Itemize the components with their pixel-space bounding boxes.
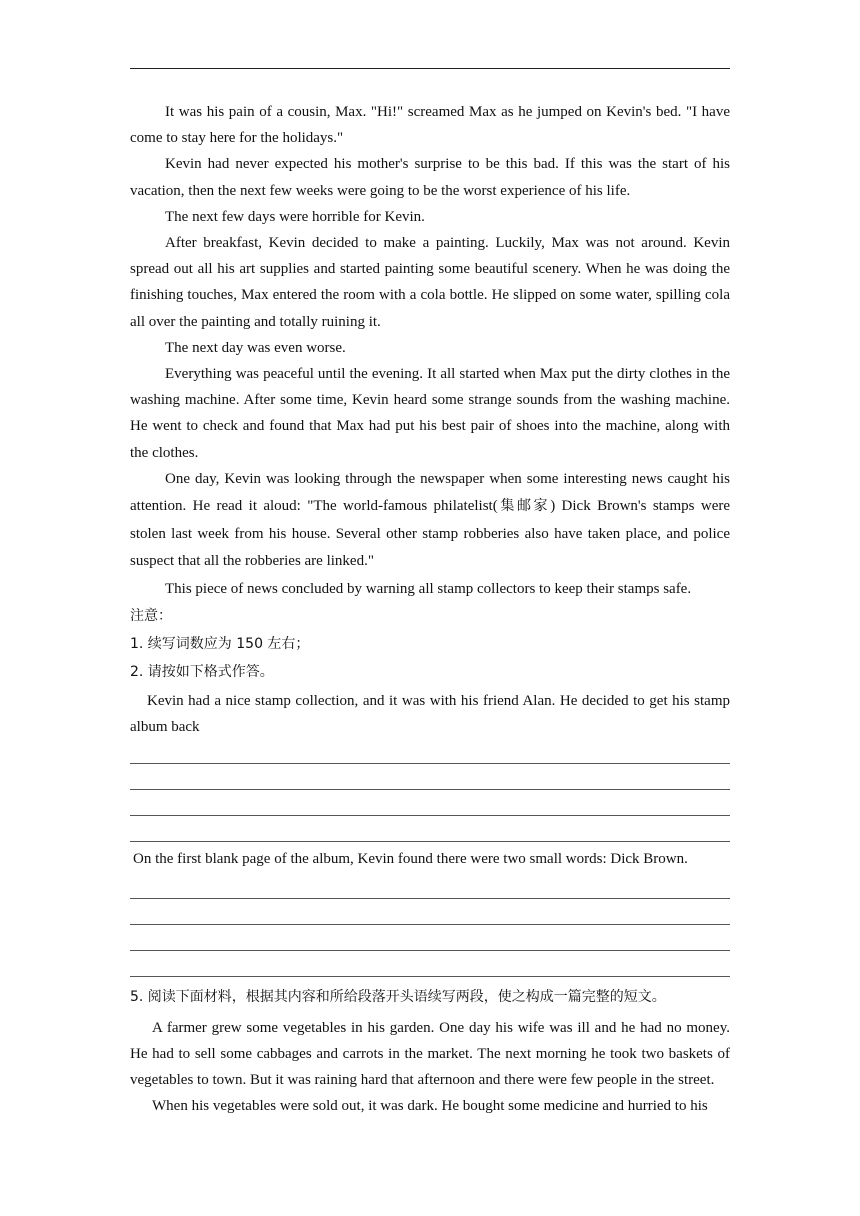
answer-line[interactable] [130,873,730,899]
question5-paragraph-1: A farmer grew some vegetables in his garden. One day his wife was ill and he had no money. He had to sell some cabbages and carrots in the market. The next morning he took two baskets of vegetables to town. But it was raining hard that afternoon and there were few people in the street. [130,1019,730,1089]
story-last-paragraph: This piece of news concluded by warning all stamp collectors to keep their stamps safe. [165,580,692,597]
story-paragraph-6: Everything was peaceful until the evening. It all started when Max put the dirty clothes in the washing machine. After some time, Kevin heard some strange sounds from the washing machine. He went to check and found that Max had put his best pair of shoes into the machine, along with the clothes. [130,366,730,461]
answer-line[interactable] [130,790,730,816]
answer-line[interactable] [130,816,730,842]
answer-line[interactable] [130,899,730,925]
prompt-second-start: On the first blank page of the album, Kevin found there were two small words: Dick Brown. [133,851,688,868]
answer-line[interactable] [130,925,730,951]
question5-instruction: 5. 阅读下面材料，根据其内容和所给段落开头语续写两段，使之构成一篇完整的短文。 [130,988,666,1005]
notes-item-1: 1. 续写词数应为 150 左右； [130,636,310,653]
news-text-zh: 集邮家 [497,498,551,515]
story-paragraph-5: The next day was even worse. [165,339,346,356]
prompt-first-start: Kevin had a nice stamp collection, and it was with his friend Alan. He decided to get his stamp album back [130,693,730,736]
story-paragraph-1: It was his pain of a cousin, Max. "Hi!" screamed Max as he jumped on Kevin's bed. "I have come to stay here for the holidays." [130,104,730,147]
news-paragraph [130,466,730,576]
story-paragraph-2: Kevin had never expected his mother's surprise to be this bad. If this was the start of his vacation, then the next few weeks were going to be the worst experience of his life. [130,156,730,199]
answer-line[interactable] [130,764,730,790]
news-text-before: One day, Kevin was looking through the newspaper when some interesting news caught his attention. He read it aloud: "The world-famous philatelist( [130,470,730,515]
story-paragraph-4: After breakfast, Kevin decided to make a painting. Luckily, Max was not around. Kevin spread out all his art supplies and started painting some beautiful scenery. When he was doing the finishing touches, Max entered the room with a cola bottle. He slipped on some water, spilling cola all over the painting and totally ruining it. [130,235,730,330]
notes-heading: 注意： [130,608,172,625]
answer-line[interactable] [130,951,730,977]
notes-item-2: 2. 请按如下格式作答。 [130,664,274,681]
document-body [130,99,730,1119]
answer-line[interactable] [130,740,730,764]
story-paragraph-3: The next few days were horrible for Kevin. [165,208,425,225]
header-rule [130,68,730,69]
news-text-after: ) Dick Brown's stamps were stolen last week from his house. Several other stamp robberies also have taken place, and police suspect that all the robberies are linked." [130,498,731,570]
question5-paragraph-2: When his vegetables were sold out, it was dark. He bought some medicine and hurried to his [152,1098,708,1115]
